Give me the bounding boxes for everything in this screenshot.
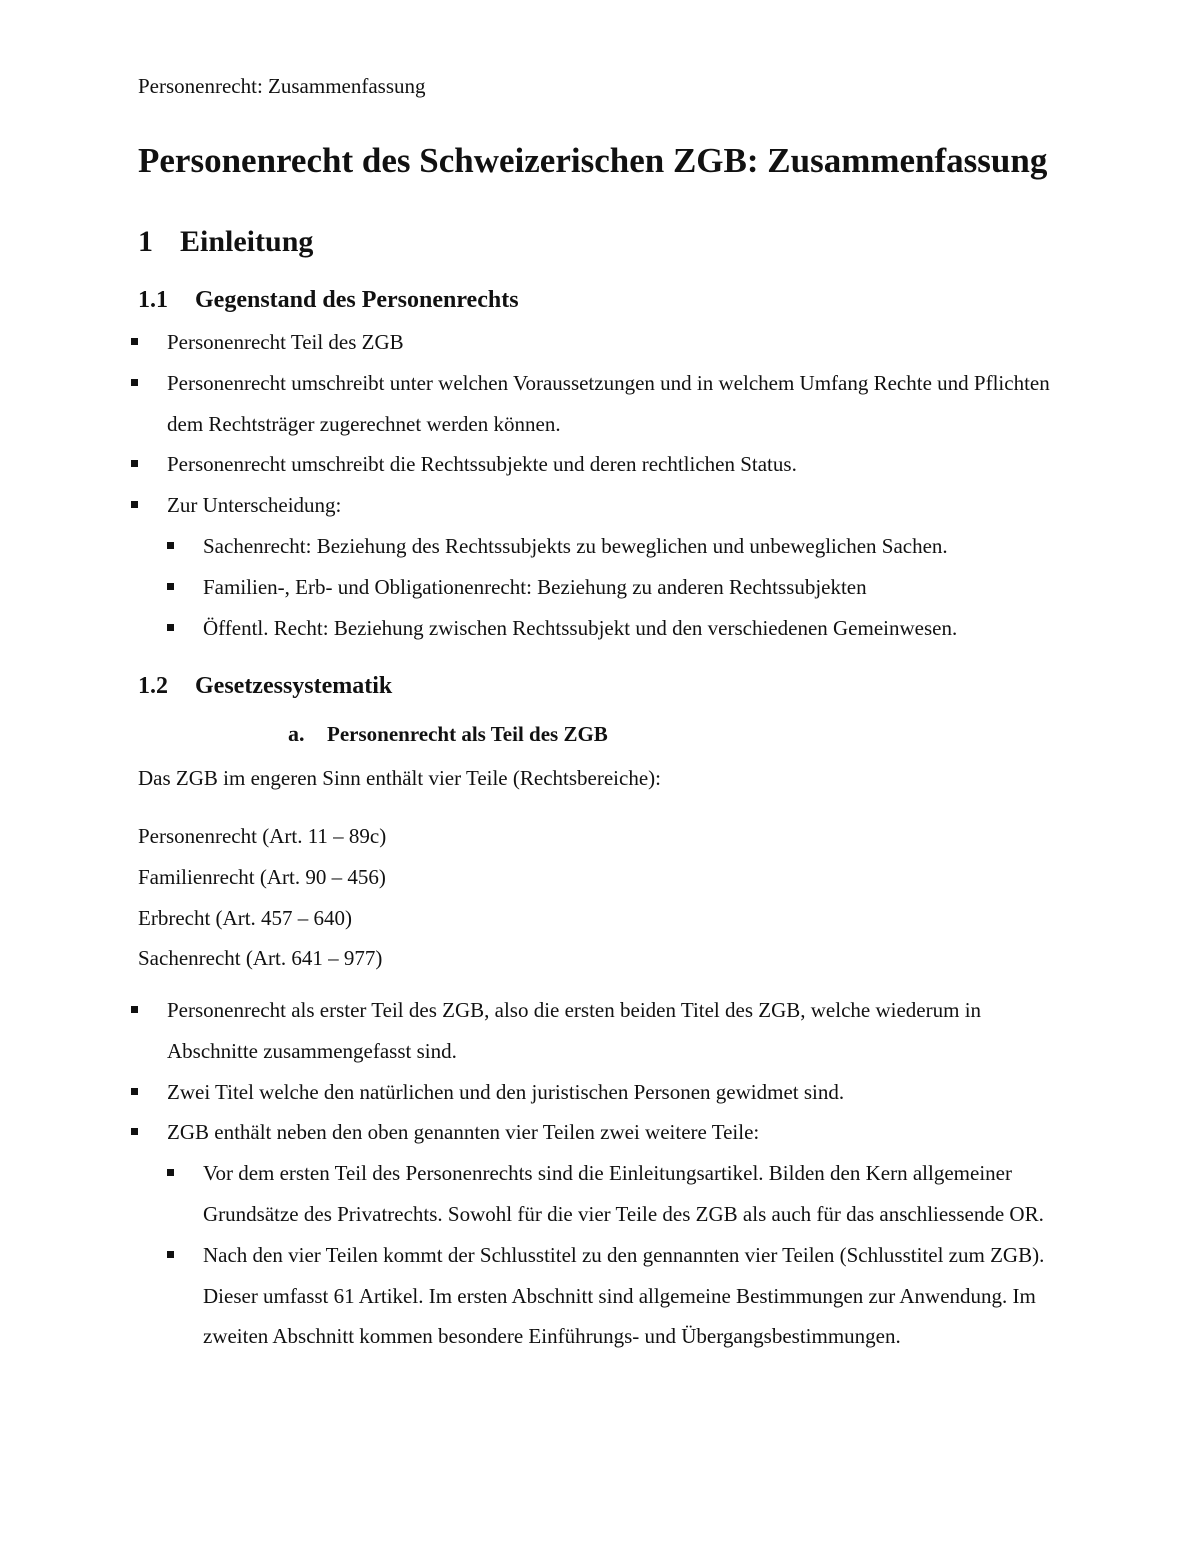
- bullet-square-icon: [167, 542, 174, 549]
- bullet-square-icon: [131, 338, 138, 345]
- sub-subsection-heading: [288, 720, 608, 748]
- zgb-part-line: Erbrecht (Art. 457 – 640): [138, 905, 353, 930]
- subsection-title: Gesetzessystematik: [195, 673, 393, 699]
- subsection-number: 1.1: [138, 287, 168, 313]
- bullet-square-icon: [167, 1169, 174, 1176]
- bullet-square-icon: [131, 379, 138, 386]
- bullet-list-gegenstand: [0, 322, 1067, 648]
- bullet-square-icon: [131, 501, 138, 508]
- list-item: ZGB enthält neben den oben genannten vier Teilen zwei weitere Teile:: [0, 1112, 1067, 1153]
- bullet-square-icon: [131, 1128, 138, 1135]
- bullet-square-icon: [167, 624, 174, 631]
- sub-subsection-title: Personenrecht als Teil des ZGB: [327, 722, 608, 746]
- bullet-square-icon: [131, 1088, 138, 1095]
- subsection-heading-gesetzessystematik: [138, 670, 392, 702]
- running-header: Personenrecht: Zusammenfassung: [138, 74, 426, 98]
- zgb-parts-list: [138, 816, 386, 979]
- sub-list-item: Sachenrecht: Beziehung des Rechtssubjekts zu beweglichen und unbeweglichen Sachen.: [0, 526, 1067, 567]
- sub-list-item: Vor dem ersten Teil des Personenrechts sind die Einleitungsartikel. Bilden den Kern allgemeiner Grundsätze des Privatrechts. Sowohl für die vier Teile des ZGB als auch für das anschliessende OR.: [0, 1153, 1067, 1235]
- list-item: Zwei Titel welche den natürlichen und den juristischen Personen gewidmet sind.: [0, 1072, 1067, 1113]
- section-number: 1: [138, 225, 153, 258]
- subsection-number: 1.2: [138, 673, 168, 699]
- bullet-square-icon: [131, 1006, 138, 1013]
- intro-paragraph: Das ZGB im engeren Sinn enthält vier Teile (Rechtsbereiche):: [138, 766, 661, 790]
- zgb-part-line: Sachenrecht (Art. 641 – 977): [138, 946, 383, 971]
- list-item: Personenrecht umschreibt unter welchen Voraussetzungen und in welchem Umfang Rechte und Pflichten dem Rechtsträger zugerechnet werden können.: [0, 363, 1067, 445]
- bullet-square-icon: [131, 460, 138, 467]
- list-item: Personenrecht umschreibt die Rechtssubjekte und deren rechtlichen Status.: [0, 444, 1067, 485]
- zgb-part-line: Familienrecht (Art. 90 – 456): [138, 864, 386, 889]
- subsection-heading-gegenstand: [138, 284, 519, 316]
- zgb-part-line: Personenrecht (Art. 11 – 89c): [138, 824, 387, 848]
- bullet-square-icon: [167, 583, 174, 590]
- sub-list-item: Familien-, Erb- und Obligationenrecht: Beziehung zu anderen Rechtssubjekten: [0, 567, 1067, 608]
- list-item: Personenrecht Teil des ZGB: [0, 322, 1067, 363]
- bullet-list-gesetzessystematik: [0, 990, 1067, 1357]
- section-heading-einleitung: [138, 222, 313, 262]
- list-item: Personenrecht als erster Teil des ZGB, also die ersten beiden Titel des ZGB, welche wiederum in Abschnitte zusammengefasst sind.: [0, 990, 1067, 1072]
- sub-subsection-letter: a.: [288, 721, 305, 746]
- sub-list-item: Öffentl. Recht: Beziehung zwischen Rechtssubjekt und den verschiedenen Gemeinwesen.: [0, 608, 1067, 649]
- list-item: Zur Unterscheidung:: [0, 485, 1067, 526]
- subsection-title: Gegenstand des Personenrechts: [195, 287, 519, 313]
- sub-list-item: Nach den vier Teilen kommt der Schlusstitel zu den gennannten vier Teilen (Schlusstitel zum ZGB). Dieser umfasst 61 Artikel. Im ersten Abschnitt sind allgemeine Bestimmungen zur Anwendung. Im zweiten Abschnitt kommen besondere Einführungs- und Übergangsbestimmungen.: [0, 1235, 1067, 1357]
- document-title: Personenrecht des Schweizerischen ZGB: Zusammenfassung: [138, 141, 1048, 180]
- bullet-square-icon: [167, 1251, 174, 1258]
- section-title: Einleitung: [180, 225, 314, 258]
